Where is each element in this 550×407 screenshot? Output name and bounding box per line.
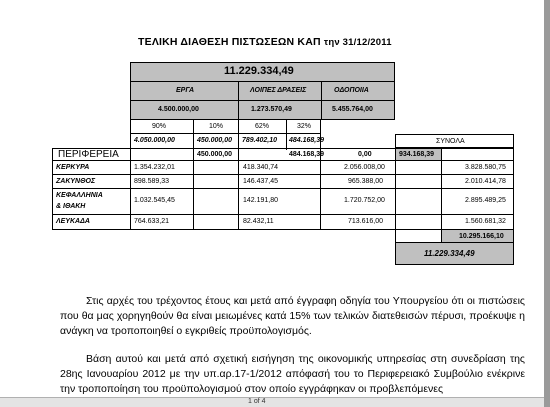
split-pct-2: 10% bbox=[209, 123, 224, 130]
loipes-amount: 1.273.570,49 bbox=[251, 106, 292, 113]
region-loipes: 484.168,39 bbox=[289, 151, 325, 158]
grid-line bbox=[286, 120, 287, 150]
row-loipes: 82.432,11 bbox=[243, 218, 274, 225]
split-amount-2: 450.000,00 bbox=[197, 137, 233, 144]
split-pct-1: 90% bbox=[152, 123, 167, 130]
total-top-value: 11.229.334,49 bbox=[224, 65, 294, 77]
grid-line bbox=[395, 134, 396, 265]
split-pct-4: 32% bbox=[297, 123, 312, 130]
grand-total-value: 11.229.334,49 bbox=[424, 249, 475, 258]
loipes-label: ΛΟΙΠΕΣ ΔΡΑΣΕΙΣ bbox=[250, 87, 307, 94]
row-name: ΛΕΥΚΑΔΑ bbox=[56, 218, 90, 225]
grid-line bbox=[441, 148, 442, 243]
split-amount-4: 484.168,39 bbox=[289, 137, 325, 144]
row-odopoiia: 713.616,00 bbox=[348, 218, 384, 225]
totals-header: ΣΥΝΟΛΑ bbox=[436, 138, 465, 145]
odopoiia-amount: 5.455.764,00 bbox=[332, 106, 373, 113]
row-loipes: 146.437,45 bbox=[243, 178, 279, 185]
row-name: ΖΑΚΥΝΘΟΣ bbox=[56, 178, 96, 185]
grid-line bbox=[52, 160, 514, 161]
split-amount-3: 789.402,10 bbox=[242, 137, 278, 144]
subtotal-value: 10.295.166,10 bbox=[459, 233, 504, 240]
grid-line bbox=[130, 120, 131, 150]
row-name-line2: & ΙΘΑΚΗ bbox=[56, 203, 86, 210]
paragraph-2-text: Βάση αυτού και μετά από σχετική εισήγηση της οικονομικής υπηρεσίας στη συνεδρίαση της 28ης Ιανουαρίου 2012 με την υπ.αρ.17-1/2012 απόφασή του το Περιφερειακό Συμβούλιο ενέκρινε την τροποποίηση του προϋπολογισμού στον οποίο εγγράφηκαν οι προβλεπόμενες bbox=[60, 353, 525, 395]
row-odopoiia: 2.056.008,00 bbox=[344, 164, 385, 171]
grid-line bbox=[52, 214, 514, 215]
grid-line bbox=[52, 148, 53, 230]
grid-line bbox=[395, 242, 514, 243]
page-indicator: 1 of 4 bbox=[248, 398, 266, 405]
report-title bbox=[138, 36, 392, 48]
region-total: 934.168,39 bbox=[399, 151, 435, 158]
odopoiia-label: ΟΔΟΠΟΙΙΑ bbox=[334, 87, 369, 94]
erga-amount: 4.500.000,00 bbox=[158, 106, 199, 113]
row-erga: 1.032.545,45 bbox=[134, 197, 175, 204]
right-scrollbar[interactable] bbox=[544, 0, 550, 407]
grid-line bbox=[130, 133, 320, 134]
row-loipes: 142.191,80 bbox=[243, 197, 279, 204]
paragraph-2 bbox=[60, 352, 525, 396]
paragraph-1 bbox=[60, 294, 525, 339]
grid-line bbox=[52, 188, 514, 189]
row-total: 2.895.489,25 bbox=[465, 197, 506, 204]
row-loipes: 418.340,74 bbox=[243, 164, 279, 171]
split-pct-3: 62% bbox=[255, 123, 270, 130]
grid-line bbox=[395, 264, 514, 265]
title-date: την 31/12/2011 bbox=[323, 37, 392, 48]
grid-line bbox=[52, 229, 514, 230]
region-label: ΠΕΡΙΦΕΡΕΙΑ bbox=[58, 149, 119, 160]
row-odopoiia: 965.388,00 bbox=[348, 178, 384, 185]
grid-line bbox=[52, 174, 514, 175]
grid-line bbox=[52, 148, 514, 149]
grid-line bbox=[321, 81, 322, 120]
row-total: 2.010.414,78 bbox=[465, 178, 506, 185]
grid-line bbox=[130, 148, 131, 230]
grid-line bbox=[238, 81, 239, 120]
row-erga: 1.354.232,01 bbox=[134, 164, 175, 171]
row-total: 3.828.580,75 bbox=[465, 164, 506, 171]
row-total: 1.560.681,32 bbox=[465, 218, 506, 225]
row-name: ΚΕΡΚΥΡΑ bbox=[56, 164, 90, 171]
grid-line bbox=[513, 134, 514, 265]
row-erga: 764.633,21 bbox=[134, 218, 170, 225]
row-erga: 898.589,33 bbox=[134, 178, 170, 185]
erga-label: ΕΡΓΑ bbox=[176, 87, 195, 94]
paragraph-1-text: Στις αρχές του τρέχοντος έτους και μετά από έγγραφη οδηγία του Υπουργείου ότι οι πιστώσεις που θα μας χορηγηθούν θα είναι μειωμένες κατά 15% των τελικών διατεθεισών πέρυσι, προέκυψε η ανάγκη να τροποποιηθεί ο εγκριθείς προϋπολογισμός. bbox=[60, 295, 525, 337]
row-name-line1: ΚΕΦΑΛΛΗΝΙΑ bbox=[56, 192, 103, 199]
grid-line bbox=[130, 81, 395, 82]
region-odopoiia: 0,00 bbox=[358, 151, 372, 158]
row-odopoiia: 1.720.752,00 bbox=[344, 197, 385, 204]
region-erga: 450.000,00 bbox=[197, 151, 233, 158]
grid-line bbox=[130, 100, 395, 101]
title-main: ΤΕΛΙΚΗ ΔΙΑΘΕΣΗ ΠΙΣΤΩΣΕΩΝ ΚΑΠ bbox=[138, 36, 321, 48]
status-bar bbox=[0, 397, 544, 407]
split-amount-1: 4.050.000,00 bbox=[134, 137, 175, 144]
